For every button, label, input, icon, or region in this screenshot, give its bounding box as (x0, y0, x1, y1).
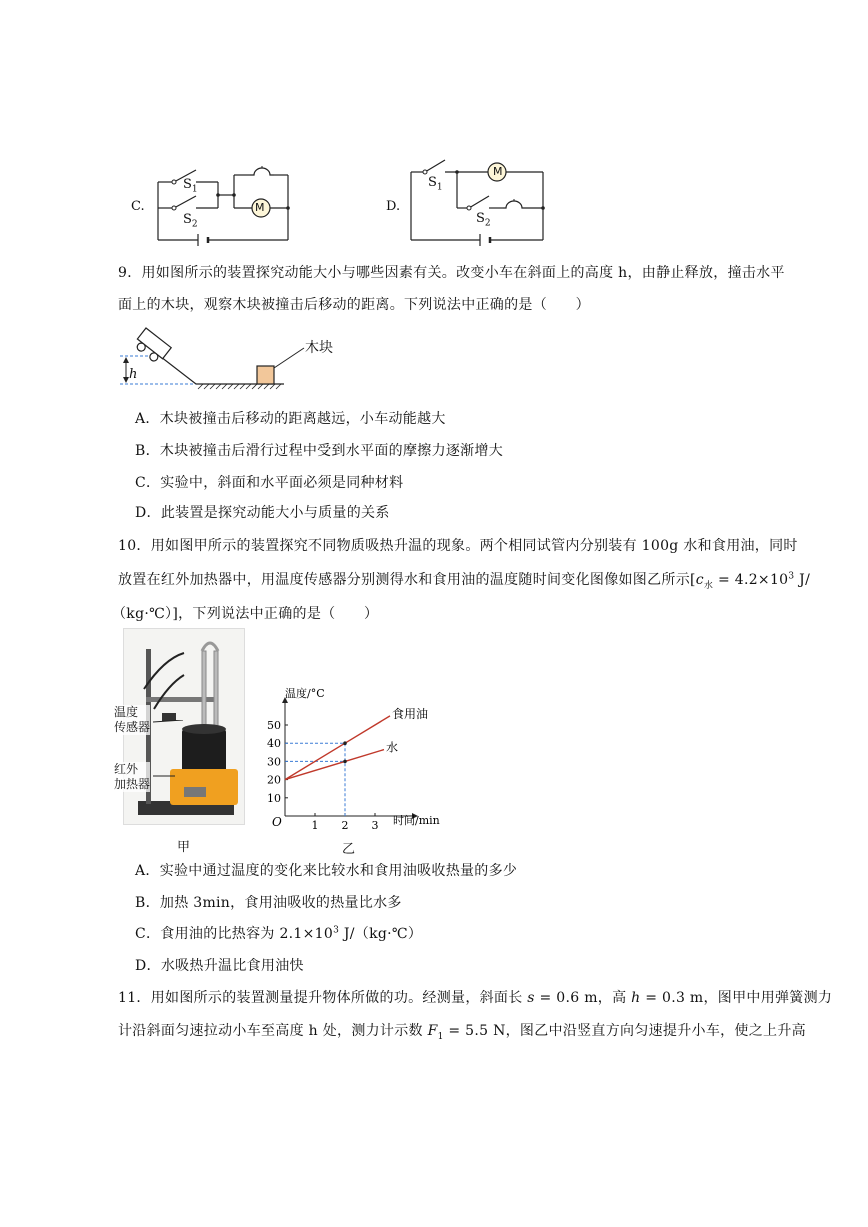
series-label-0: 食用油 (392, 706, 429, 721)
x-tick-label-3: 3 (371, 819, 379, 830)
photo-pointer-lines (153, 720, 193, 780)
q10-stem-line3: （kg·℃）]，下列说法中正确的是（ ） (112, 606, 379, 622)
y-axis-label: 温度/°C (285, 687, 325, 700)
y-tick-label-40: 40 (267, 737, 281, 751)
caption-jia: 甲 (177, 840, 191, 855)
y-tick-label-20: 20 (267, 773, 281, 787)
temperature-time-chart (255, 680, 455, 830)
series-line-1 (285, 750, 384, 780)
q11-stem-line2: 计沿斜面匀速拉动小车至高度 h 处，测力计示数 $F_1 = 5.5$ N，图乙中沿竖直方向匀速提升小车，使之上升高 (118, 1023, 806, 1042)
q10-option-a[interactable]: A．实验中通过温度的变化来比较水和食用油吸收热量的多少 (135, 863, 518, 879)
y-tick-label-30: 30 (267, 755, 281, 769)
option-d-label: D. (386, 199, 401, 214)
wood-block-icon (257, 366, 274, 384)
q9-stem-line1: 9．用如图所示的装置探究动能大小与哪些因素有关。改变小车在斜面上的高度 h，由静止释放，撞击水平 (118, 265, 785, 281)
option-c-label: C. (131, 199, 145, 214)
q9-option-b[interactable]: B．木块被撞击后滑行过程中受到水平面的摩擦力逐渐增大 (135, 443, 504, 459)
series-point-0 (343, 741, 347, 745)
series-label-1: 水 (386, 740, 399, 755)
series-line-0 (285, 716, 390, 780)
caption-yi: 乙 (342, 842, 356, 857)
circuit-d-s1-label: $S_1$ (428, 175, 443, 193)
cart-icon (132, 328, 171, 365)
circuit-c-motor-label: M (255, 201, 265, 214)
circuit-c-diagram (150, 150, 300, 250)
q11-stem-line1: 11．用如图所示的装置测量提升物体所做的功。经测量，斜面长 s = 0.6 m，高 h = 0.3 m，图甲中用弹簧测力 (118, 990, 833, 1006)
origin-label: O (272, 815, 282, 829)
q9-option-a[interactable]: A．木块被撞击后移动的距离越远，小车动能越大 (135, 411, 446, 427)
bell-icon (250, 168, 274, 175)
sensor-label: 温度 传感器 (114, 705, 151, 734)
circuit-d-s2-label: $S_2$ (476, 211, 491, 229)
circuit-c-s1-label: $S_1$ (183, 177, 198, 195)
q10-stem-line2: 放置在红外加热器中，用温度传感器分别测得水和食用油的温度随时间变化图像如图乙所示[$c_水 = 4.2\times 10^3$ J/ (118, 571, 811, 591)
heater-label: 红外 加热器 (114, 762, 151, 791)
series-point-1 (343, 760, 347, 764)
y-tick-label-50: 50 (267, 719, 281, 732)
q9-stem-line2: 面上的木块，观察木块被撞击后移动的距离。下列说法中正确的是（ ） (118, 297, 590, 313)
circuit-d-motor-label: M (493, 165, 503, 178)
circuit-c-s2-label: $S_2$ (183, 212, 198, 230)
q10-option-c[interactable]: C．食用油的比热容为 $2.1\times 10^3$ J/（kg·℃） (135, 925, 423, 942)
q10-stem-line1: 10．用如图甲所示的装置探究不同物质吸热升温的现象。两个相同试管内分别装有 100g 水和食用油，同时 (118, 538, 798, 554)
q10-option-b[interactable]: B．加热 3min，食用油吸收的热量比水多 (135, 895, 402, 911)
bell-icon (503, 201, 525, 208)
x-tick-label-2: 2 (341, 819, 349, 830)
q9-option-c[interactable]: C．实验中，斜面和水平面必须是同种材料 (135, 475, 404, 491)
circuit-d-diagram (405, 150, 555, 250)
y-tick-label-10: 10 (267, 791, 281, 805)
x-axis-label: 时间/min (393, 814, 440, 827)
q10-option-d[interactable]: D．水吸热升温比食用油快 (135, 958, 304, 974)
x-tick-label-1: 1 (311, 819, 319, 830)
q9-ramp-figure (112, 326, 372, 396)
q9-height-label: h (129, 367, 138, 382)
q9-block-label: 木块 (305, 340, 333, 356)
q9-option-d[interactable]: D．此装置是探究动能大小与质量的关系 (135, 505, 390, 521)
